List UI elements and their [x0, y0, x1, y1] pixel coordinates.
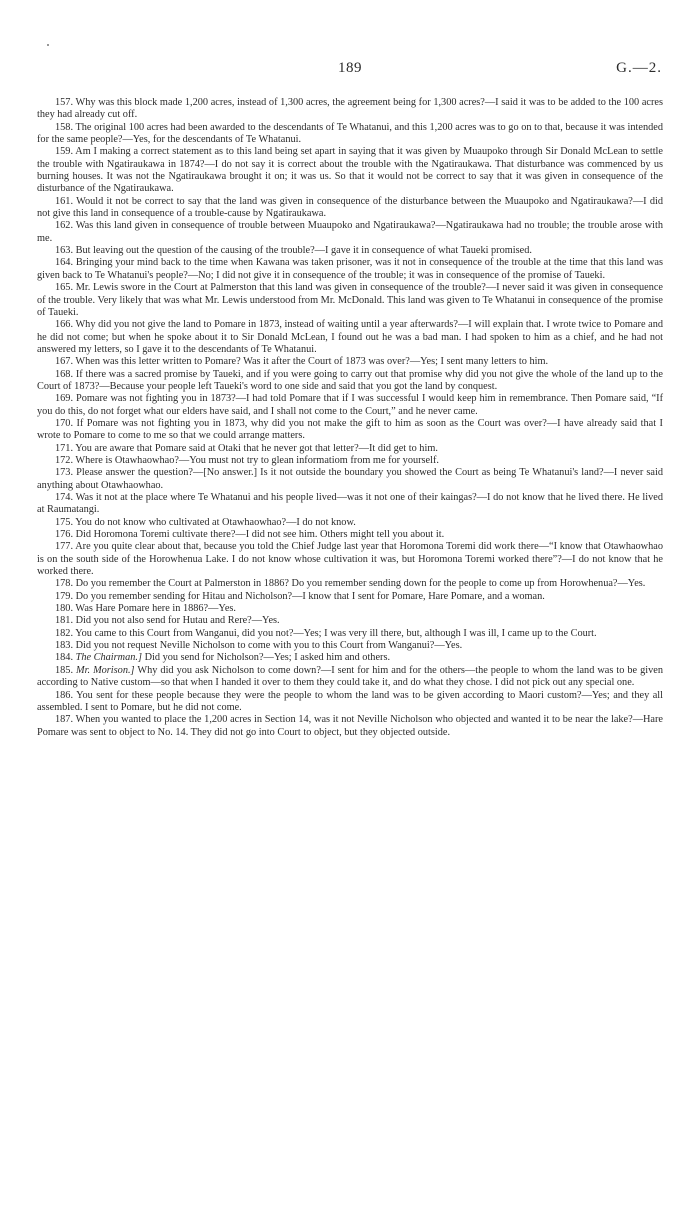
paper-reference: G.—2. [616, 60, 662, 76]
question-answer-paragraph [37, 146, 663, 195]
question-answer-text: Did you send for Nicholson?—Yes; I asked him and others. [144, 652, 391, 664]
question-answer-paragraph [37, 393, 663, 418]
page-number: 189 [338, 60, 362, 76]
question-answer-paragraph [37, 615, 663, 627]
question-answer-text: Where is Otawhaowhao?—You must not try to glean informatiom from me for yourself. [75, 454, 439, 466]
question-number: 165. [55, 282, 74, 294]
question-number: 157. [55, 97, 74, 108]
page-header [30, 60, 670, 82]
question-number: 184. [55, 652, 74, 664]
question-answer-paragraph [37, 245, 663, 257]
question-number: 175. [55, 516, 74, 528]
question-number: 178. [55, 578, 74, 590]
question-answer-paragraph [37, 418, 663, 443]
question-answer-paragraph [37, 455, 663, 467]
question-number: 186. [55, 689, 74, 701]
question-answer-text: Did Horomona Toremi cultivate there?—I did not see him. Others might tell you about it. [75, 529, 445, 541]
question-number: 182. [55, 627, 74, 639]
question-answer-text: Please answer the question?—[No answer.] Is it not outside the boundary you showed the Court as being Te Whatanui's land?—I never said anything about Otawhaowhao. [37, 467, 664, 491]
question-answer-paragraph [37, 603, 663, 615]
question-number: 177. [55, 541, 74, 553]
question-answer-paragraph [37, 319, 663, 356]
question-answer-paragraph [37, 541, 663, 578]
speaker-label: The Chairman.] [75, 652, 142, 664]
question-answer-text: Do you remember sending for Hitau and Nicholson?—I know that I sent for Pomare, Hare Pomare, and a woman. [75, 590, 545, 602]
question-answer-paragraph [37, 220, 663, 245]
question-answer-paragraph [37, 529, 663, 541]
testimony-text [37, 97, 663, 739]
speaker-label: Mr. Morison.] [76, 664, 135, 676]
question-answer-text: You came to this Court from Wanganui, did you not?—Yes; I was very ill there, but, although I was ill, I came up to the Court. [75, 627, 597, 639]
question-answer-text: Why did you not give the land to Pomare in 1873, instead of waiting until a year afterwards?—I will explain that. I wrote twice to Pomare and he did not come; but when he spoke about it to Sir Donald McLean, I found out he was a bad man. I had spoken to him as a chief, and he had not answered my letters, so I gave it to the descendants of Te Whatanui. [37, 319, 663, 355]
question-answer-text: Would it not be correct to say that the land was given in consequence of the disturbance between the Muaupoko and Ngatiraukawa?—I did not give this land in consequence of a trouble-cause by Ngatiraukawa. [37, 195, 663, 220]
question-number: 187. [55, 714, 74, 726]
question-number: 172. [55, 454, 74, 466]
question-number: 164. [55, 257, 74, 269]
question-answer-paragraph [37, 467, 663, 492]
question-answer-paragraph [37, 652, 663, 664]
question-answer-text: Why was this block made 1,200 acres, instead of 1,300 acres, the agreement being for 1,300 acres?—I said it was to be added to the 100 acres they had already cut off. [37, 97, 663, 121]
question-answer-paragraph [37, 257, 663, 282]
question-answer-text: Mr. Lewis swore in the Court at Palmerston that this land was given in consequence of the trouble?—I never said it was given in consequence of the trouble. Very likely that was what Mr. Lewis understood from Mr. McDonald. This land was given to Te Whatanui in consequence of the promise of Taueki. [37, 282, 663, 318]
question-number: 185. [55, 664, 74, 676]
question-answer-paragraph [37, 665, 663, 690]
question-answer-text: You are aware that Pomare said at Otaki that he never got that letter?—It did get to him. [75, 442, 438, 454]
question-answer-paragraph [37, 122, 663, 147]
question-number: 173. [55, 467, 74, 479]
question-answer-text: Bringing your mind back to the time when Kawana was taken prisoner, was it not in consequence of the trouble at the time that this land was given back to Te Whatanui's people?—No; I did not give it in consequence of the trouble; it was in consequence of the promise of Taueki. [37, 257, 664, 281]
question-number: 166. [55, 319, 74, 331]
question-answer-text: Was this land given in consequence of trouble between Muaupoko and Ngatiraukawa?—Ngatiraukawa had no trouble; the trouble arose with me. [37, 220, 663, 244]
question-answer-text: Was Hare Pomare here in 1886?—Yes. [75, 603, 236, 615]
question-number: 179. [55, 590, 74, 602]
question-answer-text: If Pomare was not fighting you in 1873, why did you not make the gift to him as soon as the Court was over?—I have already said that I wrote to Pomare to come to me so that we could arrange matters. [37, 417, 663, 442]
question-answer-paragraph [37, 714, 663, 739]
question-answer-paragraph [37, 578, 663, 590]
question-answer-paragraph [37, 628, 663, 640]
question-answer-paragraph [37, 356, 663, 368]
question-answer-text: You sent for these people because they were the people to whom the land was to be given according to Maori custom?—Yes; and they all assembled. I sent to Pomare, but he did not come. [37, 689, 663, 713]
question-number: 181. [55, 615, 74, 627]
question-answer-text: Am I making a correct statement as to this land being set apart in saying that it was given by Muaupoko through Sir Donald McLean to settle the trouble with Ngatiraukawa in 1874?—I do not say it is correct about the trouble with the Ngatiraukawa. That disturbance was commenced by us burning houses. It was not the Ngatiraukawa brought it on; it was us. So that it would not be correct to say that it was given in consequence of the disturbance of the Ngatiraukawa. [37, 146, 663, 195]
question-number: 171. [55, 442, 74, 454]
question-answer-text: When was this letter written to Pomare? Was it after the Court of 1873 was over?—Yes; I sent many letters to him. [75, 356, 549, 368]
question-answer-paragraph [37, 369, 663, 394]
question-answer-text: When you wanted to place the 1,200 acres in Section 14, was it not Neville Nicholson who objected and wanted it to be near the lake?—Hare Pomare was sent to object to No. 14. They did not go into Court to object, but they objected outside. [37, 714, 664, 738]
question-answer-paragraph [37, 492, 663, 517]
question-number: 170. [55, 417, 74, 429]
question-number: 159. [55, 146, 74, 158]
question-answer-text: You do not know who cultivated at Otawhaowhao?—I do not know. [75, 516, 356, 528]
question-answer-paragraph [37, 196, 663, 221]
question-answer-text: Did you not request Neville Nicholson to come with you to this Court from Wanganui?—Yes. [75, 640, 463, 652]
question-number: 169. [55, 393, 74, 405]
question-answer-paragraph [37, 690, 663, 715]
question-answer-text: Was it not at the place where Te Whatanui and his people lived—was it not one of their kaingas?—I do not know that he lived there. He lived at Raumatangi. [37, 492, 663, 516]
question-answer-paragraph [37, 443, 663, 455]
question-number: 167. [55, 356, 74, 368]
question-number: 168. [55, 368, 74, 380]
question-number: 158. [55, 121, 74, 133]
question-answer-paragraph [37, 591, 663, 603]
question-number: 183. [55, 640, 74, 652]
question-answer-text: If there was a sacred promise by Taueki, and if you were going to carry out that promise why did you not give the whole of the land up to the Court of 1873?—Because your people left Taueki's word to one side and said that you got the land by conquest. [37, 368, 663, 392]
question-answer-text: Pomare was not fighting you in 1873?—I had told Pomare that if I was successful I would keep him in remembrance. Then Pomare said, “If you do this, do not forget what our elders have said, and I shall not come to the Court,” and he never came. [37, 393, 664, 417]
question-answer-paragraph [37, 640, 663, 652]
question-answer-paragraph [37, 282, 663, 319]
question-answer-text: The original 100 acres had been awarded to the descendants of Te Whatanui, and this 1,200 acres was to go on to that, because it was intended for the same people?—Yes, for the descendants of Te Whatanui. [37, 121, 664, 146]
question-answer-text: But leaving out the question of the causing of the trouble?—I gave it in consequence of what Taueki promised. [75, 245, 532, 257]
question-number: 174. [55, 492, 74, 503]
question-number: 161. [55, 195, 74, 207]
question-number: 176. [55, 529, 74, 541]
question-answer-text: Do you remember the Court at Palmerston in 1886? Do you remember sending down for the people to come up from Horowhenua?—Yes. [75, 578, 646, 590]
question-number: 180. [55, 603, 74, 615]
question-number: 162. [55, 220, 74, 232]
question-number: 163. [55, 245, 74, 257]
question-answer-paragraph [37, 97, 663, 122]
question-answer-text: Are you quite clear about that, because you told the Chief Judge last year that Horomona Toremi did work there—“I know that Otawhaowhao is on the south side of the Horowhenua Lake. I do not know whose cultivation it was, but Horomona Toremi worked there”?—I do not know that he worked there. [37, 541, 663, 578]
question-answer-text: Did you not also send for Hutau and Rere?—Yes. [75, 615, 280, 627]
scan-speck [47, 44, 49, 46]
question-answer-text: Why did you ask Nicholson to come down?—I sent for him and for the others—the people to whom the land was to be given according to Native custom—so that when I handed it over to them they could take it, and do what they chose. I did not pick out any special one. [37, 664, 664, 689]
question-answer-paragraph [37, 517, 663, 529]
